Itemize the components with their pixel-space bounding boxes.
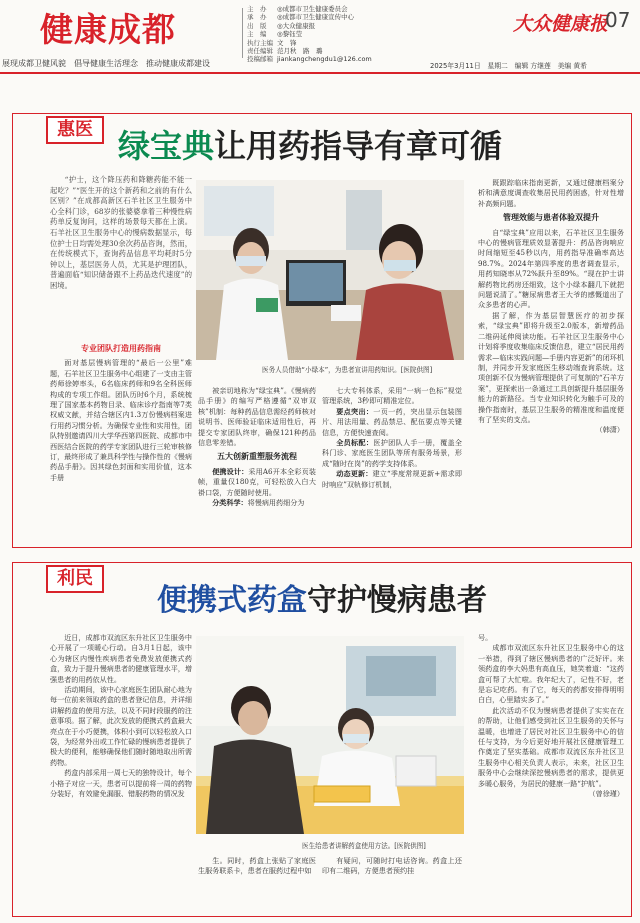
article2-headline bbox=[157, 575, 487, 619]
date-line: 2025年3月11日 星期二 编辑 方继莲 美编 黄希 bbox=[430, 62, 587, 70]
pharmacy-consultation-photo bbox=[196, 180, 464, 360]
article1-col2 bbox=[198, 386, 316, 546]
col-text: 面对基层慢病管理的“最后一公里”难题，石羊社区卫生服务中心组建了一支由主管药师徐婷率头，6名临床药师和9名全科医师构成的专项工作组。团队历时6个月，系统梳理了国家基本药物目录、临床诊疗指南等7类权威文献，并结合辖区内1.3万份慢病档案进行用药习惯分析。为确保专业性和实用性，团队特别邀请四川大学华西第四医院、成都市中西医结合医院的药学专家团队进行三轮审核修订，最终形成了兼具科学性与操作性的《慢病药品手册》。因其绿色封面和实用价值，这本手册 bbox=[50, 358, 192, 482]
col-text: 成都市双流区东升社区卫生服务中心的这一举措，得到了辖区慢病患者的广泛好评。来领药盒的李大妈患有高血压，她笑着道：“这药盒可帮了大忙啦。我年纪大了，记性不好，老是忘记吃药。有了它，每天的药都安排得明明白白，心里踏实多了。” bbox=[478, 643, 624, 705]
article1-photo-caption: 医务人员借助“小绿本”，为患者宣讲用药知识。[医院供图] bbox=[262, 366, 433, 374]
col-text: 将慢病用药细分为 bbox=[247, 498, 305, 508]
headline-highlight: 绿宝典 bbox=[118, 127, 215, 165]
article1-intro bbox=[50, 175, 192, 330]
article2-photo bbox=[196, 636, 464, 834]
keyword: 便携设计： bbox=[212, 466, 249, 476]
col-text: 药盒内部采用一周七天的独特设计，每个小格子对应一天，患者可以提前将一周的药物分装好，有效避免漏服、错服药物的情况发 bbox=[50, 768, 192, 799]
col-text: 医护团队人手一册，覆盖全科门诊、家庭医生团队等所有服务场景，形成“随时在岗”的药学支持体系。 bbox=[322, 438, 462, 468]
article2-col1 bbox=[50, 633, 192, 913]
col-text: 有疑问，可随时打电话咨询。药盒上还印有二维码，方便患者预约挂 bbox=[322, 856, 462, 876]
keyword: 要点突出： bbox=[336, 406, 374, 416]
headline-rest: 守护慢病患者 bbox=[307, 583, 487, 618]
info-label: 主 办 bbox=[247, 5, 267, 13]
info-label: 责任编辑 bbox=[247, 47, 273, 56]
info-label: 承 办 bbox=[247, 13, 267, 22]
byline: （韩潇） bbox=[595, 425, 624, 435]
col-text: 号。 bbox=[478, 633, 493, 642]
keyword: 动态更新： bbox=[336, 469, 373, 479]
article1-col4 bbox=[478, 178, 624, 546]
subhead-team: 专业团队打造用药指南 bbox=[81, 344, 161, 353]
info-value: 文 锋 bbox=[277, 38, 297, 47]
col-text: 建立“季度常规更新+需求即时响应”双轨修订机制， bbox=[322, 469, 462, 489]
col-text: 七大专科体系，采用“一病一色标”视觉管理系统，3秒即可精准定位。 bbox=[322, 386, 462, 406]
slogan: 展现成都卫健风貌 倡导健康生活理念 推动健康成都建设 bbox=[2, 59, 210, 68]
subhead-innovation: 五大创新重塑服务流程 bbox=[217, 452, 297, 462]
masthead-rule bbox=[0, 72, 640, 74]
masthead bbox=[0, 0, 640, 70]
info-label: 执行主编 bbox=[247, 38, 273, 47]
col-text: 近日，成都市双流区东升社区卫生服务中心开展了一项暖心行动。自3月1日起，该中心为辖区内慢性疾病患者免费发放便携式药盒，致力于提升慢病患者的健康管理水平，增强患者的用药依从性。 bbox=[50, 633, 192, 684]
headline-highlight: 便携式药盒 bbox=[157, 583, 307, 618]
col-text: 既跟踪临床指南更新，又通过健康档案分析和满意度调查收集居民用药困惑，针对性增补高频问题。 bbox=[478, 178, 624, 208]
col-text: 此次活动不仅为慢病患者提供了实实在在的帮助，让他们感受到社区卫生服务的关怀与温暖，也增进了居民对社区卫生服务中心的信任与支持，为今后更好地开展社区健康管理工作奠定了坚实基础。成都市双流区东升社区卫生服务中心相关负责人表示，未来，社区卫生服务中心会继续深挖慢病患者的需求，提供更多暖心服务，为居民的健康一路“护航”。 bbox=[478, 705, 624, 788]
info-value: jiankangchengdu1@126.com bbox=[277, 55, 372, 64]
article1-col1 bbox=[50, 340, 192, 545]
info-label: 出 版 bbox=[247, 21, 267, 30]
col-text: 被亲切地称为“绿宝典”。《慢病药品手册》的编写严格遵循“双审双核”机制：每种药品信息需经药师核对说明书、医师验证临床适用性后，再提交专家团队终审，确保121种药品信息零差错。 bbox=[198, 386, 316, 448]
article1-headline bbox=[118, 121, 502, 167]
article2-col3 bbox=[322, 856, 462, 896]
col-text: 一页一药，突出显示包装图片、用法用量、药品禁忌、配伍要点等关键信息，方便快速查阅。 bbox=[322, 406, 462, 437]
article1-col3 bbox=[322, 386, 462, 546]
info-label: 投稿邮箱 bbox=[247, 55, 273, 64]
info-value: ◎成都市卫生健康宣传中心 bbox=[277, 13, 355, 22]
col-text: 生。同时，药盒上张贴了家庭医生服务联系卡，患者在服药过程中如 bbox=[198, 856, 316, 876]
masthead-divider bbox=[242, 8, 243, 58]
info-label: 主 编 bbox=[247, 30, 267, 39]
keyword: 全员标配： bbox=[336, 438, 374, 448]
col-text: 据了解，作为基层智慧医疗的初步探索，“绿宝典”即将升级至2.0版本，新增药品二维码延伸阅读功能。石羊社区卫生服务中心计划将季度收集临床反馈信息，建立“居民用药需求—临床实践问题—手册内容更新”的闭环机制，并同步开发家庭医生移动端查询系统。这项创新不仅为慢病管理提供了可复制的“石羊方案”，更探索出一条通过工具创新提升基层服务能力的新路径。当专业知识转化为触手可及的操作指南时，基层卫生服务的精准度和温度便有了坚实的支点。 bbox=[478, 310, 624, 424]
section-tag-limin: 利民 bbox=[46, 565, 104, 593]
article1-photo bbox=[196, 180, 464, 360]
info-value: ◎成都市卫生健康委员会 bbox=[277, 5, 348, 13]
byline: （曾徐瑾） bbox=[588, 789, 624, 799]
subhead-efficiency: 管理效能与患者体验双提升 bbox=[503, 213, 599, 223]
article2-col2 bbox=[198, 856, 316, 896]
headline-rest: 让用药指导有章可循 bbox=[214, 127, 503, 165]
pill-box-explanation-photo bbox=[196, 636, 464, 834]
info-value: ◎黎钰莹 bbox=[277, 30, 303, 39]
section-title: 健康成都 bbox=[40, 10, 176, 49]
col-text: 采用A6开本全彩页装帧，重量仅180克，可轻松放入白大褂口袋，方便随时使用。 bbox=[198, 466, 316, 497]
col-text: 活动期间，该中心家庭医生团队耐心地为每一位前来领取药盒的患者登记信息，并详细讲解药盒的使用方法，以及不同时段服药的注意事项。据了解，此次发放的便携式药盒最大亮点在于小巧便携，体积小到可以轻松放入口袋，为经常外出或工作忙碌的慢病患者提供了极大的便利，能够确保他们随时随地取出所需药物。 bbox=[50, 685, 192, 767]
masthead-info bbox=[247, 5, 372, 64]
page-number: 07 bbox=[605, 8, 631, 32]
info-value: ◎大众健康报 bbox=[277, 21, 316, 30]
newspaper-logo: 大众健康报 bbox=[513, 13, 609, 35]
section-tag-huiyi: 惠医 bbox=[46, 116, 104, 144]
col-text: 自“绿宝典”应用以来，石羊社区卫生服务中心的慢病管理质效显著提升：药品咨询响应时间缩短至45秒以内，用药指导准确率高达98.7%。2024年第四季度的患者调查显示，用药知晓率从72%跃升至89%。“现在护士讲解药物比药房还细致，这个小绿本翻几下就把问题说清了。”糖尿病患者王大爷的感慨道出了众多患者的心声。 bbox=[478, 227, 624, 310]
keyword: 分类科学： bbox=[212, 498, 248, 508]
article2-col4 bbox=[478, 633, 624, 913]
intro-text: “护士，这个降压药和降糖药能不能一起吃？”“医生开的这个新药和之前的有什么区别？”在成都高新区石羊社区卫生服务中心全科门诊，68岁的张婆婆拿着三种慢性病药单反复询问，这样的场景每天都在上演。石羊社区卫生服务中心的慢病数据显示，每位护士日均需处理30余次药品咨询，然而，在传统模式下，查询药品信息平均耗时5分钟以上，基层医务人员，尤其是护理团队，普遍面临“知识储备跟不上药品迭代速度”的困境。 bbox=[50, 175, 192, 290]
article2-photo-caption: 医生给患者讲解药盒使用方法。[医院供图] bbox=[302, 842, 426, 850]
info-value: 范月秋 路 璐 bbox=[277, 47, 323, 56]
